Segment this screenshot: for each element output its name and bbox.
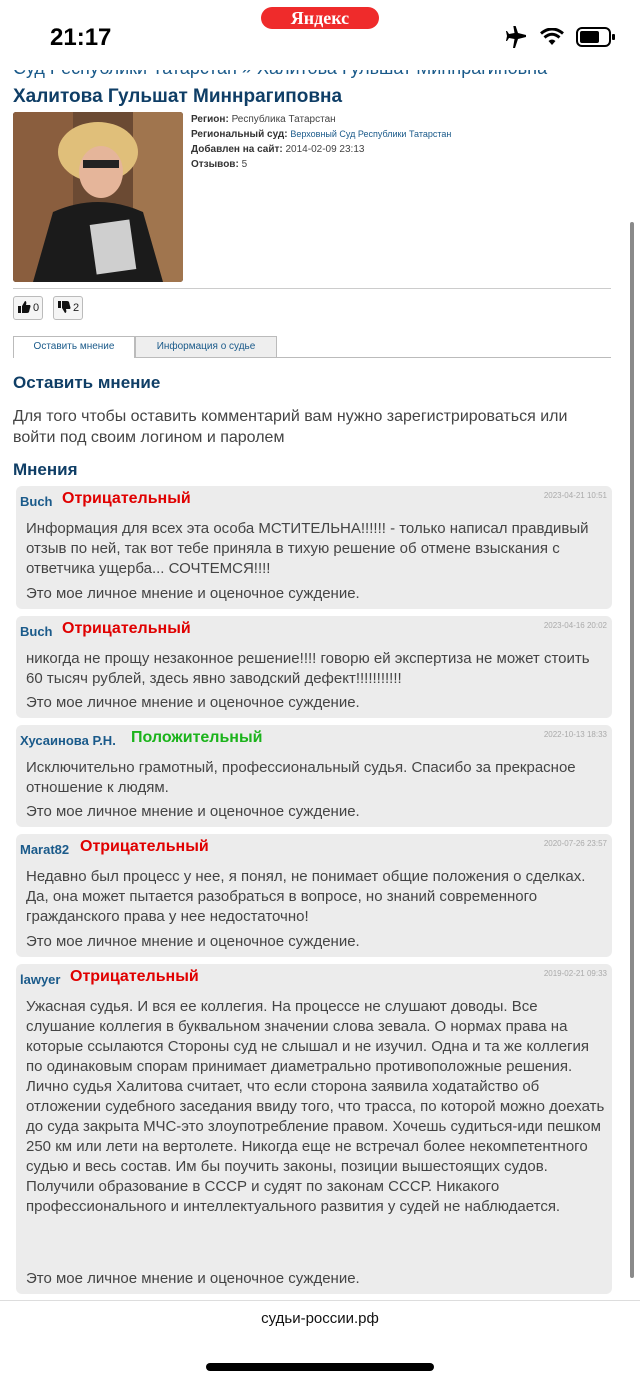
airplane-icon: [504, 26, 528, 53]
judge-photo: [13, 112, 183, 282]
like-button[interactable]: [13, 296, 43, 320]
review-date: 2019-02-21 09:33: [543, 969, 607, 978]
opinions-heading: Мнения: [13, 460, 78, 479]
review-card: [16, 964, 612, 1294]
review-author[interactable]: Marat82: [20, 842, 70, 857]
home-indicator[interactable]: [206, 1363, 434, 1371]
review-text: Информация для всех эта особа МСТИТЕЛЬНА!!!!!! - только написал правдивый отзыв по ней, так вот тебе приняла в тихую решение об отмене взыскания с ответчика ущерба... СОЧТЕМСЯ!!!!: [26, 520, 589, 577]
yandex-pill[interactable]: Яндекс: [261, 7, 379, 29]
login-notice: Для того чтобы оставить комментарий вам нужно зарегистрироваться или войти под своим логином и паролем: [13, 408, 568, 446]
scrollbar[interactable]: [630, 222, 634, 1278]
review-date: 2023-04-16 20:02: [543, 621, 607, 630]
reviews-label: Отзывов:: [191, 159, 239, 170]
status-time: 21:17: [50, 24, 112, 51]
review-author[interactable]: Buch: [20, 494, 53, 509]
reviews-count: 5: [241, 159, 248, 170]
court-label: Региональный суд:: [191, 129, 288, 140]
review-card: [16, 616, 612, 718]
review-sentiment: Положительный: [131, 729, 263, 746]
added-value: 2014-02-09 23:13: [285, 144, 365, 155]
tab-leave-opinion[interactable]: Оставить мнение: [13, 336, 135, 358]
review-date: 2023-04-21 10:51: [543, 491, 607, 500]
review-sentiment: Отрицательный: [70, 968, 199, 985]
review-text: Недавно был процесс у нее, я понял, не понимает общие положения о сделках. Да, она может пытается разобраться в вопросе, но знаний современного гражданского права у нее недостаточно!: [26, 868, 586, 925]
review-disclaimer: Это мое личное мнение и оценочное суждение.: [26, 585, 360, 602]
review-sentiment: Отрицательный: [62, 490, 191, 507]
review-author[interactable]: Buch: [20, 624, 53, 639]
review-sentiment: Отрицательный: [80, 838, 209, 855]
thumbs-down-icon: [57, 300, 71, 317]
divider: [13, 288, 611, 289]
review-card: [16, 486, 612, 609]
review-author[interactable]: lawyer: [20, 972, 61, 987]
review-card: [16, 725, 612, 827]
tabs: [13, 336, 611, 358]
review-disclaimer: Это мое личное мнение и оценочное суждение.: [26, 933, 360, 950]
review-disclaimer: Это мое личное мнение и оценочное суждение.: [26, 803, 360, 820]
wifi-icon: [540, 28, 564, 51]
status-icons: [504, 26, 616, 53]
battery-icon: [576, 27, 616, 52]
review-disclaimer: Это мое личное мнение и оценочное суждение.: [26, 1270, 360, 1287]
review-text: никогда не прощу незаконное решение!!!! говорю ей экспертиза не может стоить 60 тысяч рублей, здесь явно заводский дефект!!!!!!!!!!!: [26, 650, 590, 687]
review-card: [16, 834, 612, 957]
thumbs-up-icon: [17, 300, 31, 317]
review-date: 2022-10-13 18:33: [543, 730, 607, 739]
judge-name: Халитова Гульшат Миннрагиповна: [13, 86, 343, 107]
leave-opinion-heading: Оставить мнение: [13, 373, 161, 392]
dislike-count: 2: [73, 302, 80, 314]
judge-meta: [191, 112, 451, 172]
review-text: Ужасная судья. И вся ее коллегия. На процессе не слушают доводы. Все слушание коллегия в буквальном значении слова зевала. О нормах права на которые ссылаются Стороны суд не слышал и не изучил. Одна и та же коллегия по одинаковым спорам принимает диаметрально противоположные решения. Лично судья Халитова считает, что если сторона заявила ходатайство об отложении судебного заседания ввиду того, что трасса, по которой можно доехать до суда закрыта МЧС-это злоупотребление правом. Хочешь судиться-иди пешком 250 км или лети на вертолете. Никогда еще не встречал более некомпетентного судью и весь состав. Им бы поучить законы, позиции вышестоящих судов. Получили образование в СССР и судят по законам СССР. Никакого профессионального и интеллектуального развития у судей не наблюдается.: [26, 998, 605, 1215]
address-domain[interactable]: судьи-россии.рф: [261, 1310, 379, 1327]
review-disclaimer: Это мое личное мнение и оценочное суждение.: [26, 694, 360, 711]
like-count: 0: [33, 302, 40, 314]
region-label: Регион:: [191, 114, 229, 125]
court-link[interactable]: Верховный Суд Республики Татарстан: [290, 129, 452, 139]
dislike-button[interactable]: [53, 296, 83, 320]
region-value: Республика Татарстан: [231, 114, 336, 125]
tab-judge-info[interactable]: Информация о судье: [135, 336, 277, 357]
review-author[interactable]: Хусаинова Р.Н.: [20, 733, 116, 748]
status-bar: [0, 0, 640, 70]
review-date: 2020-07-26 23:57: [543, 839, 607, 848]
review-sentiment: Отрицательный: [62, 620, 191, 637]
added-label: Добавлен на сайт:: [191, 144, 283, 155]
review-text: Исключительно грамотный, профессиональный судья. Спасибо за прекрасное отношение к людям.: [26, 759, 576, 796]
